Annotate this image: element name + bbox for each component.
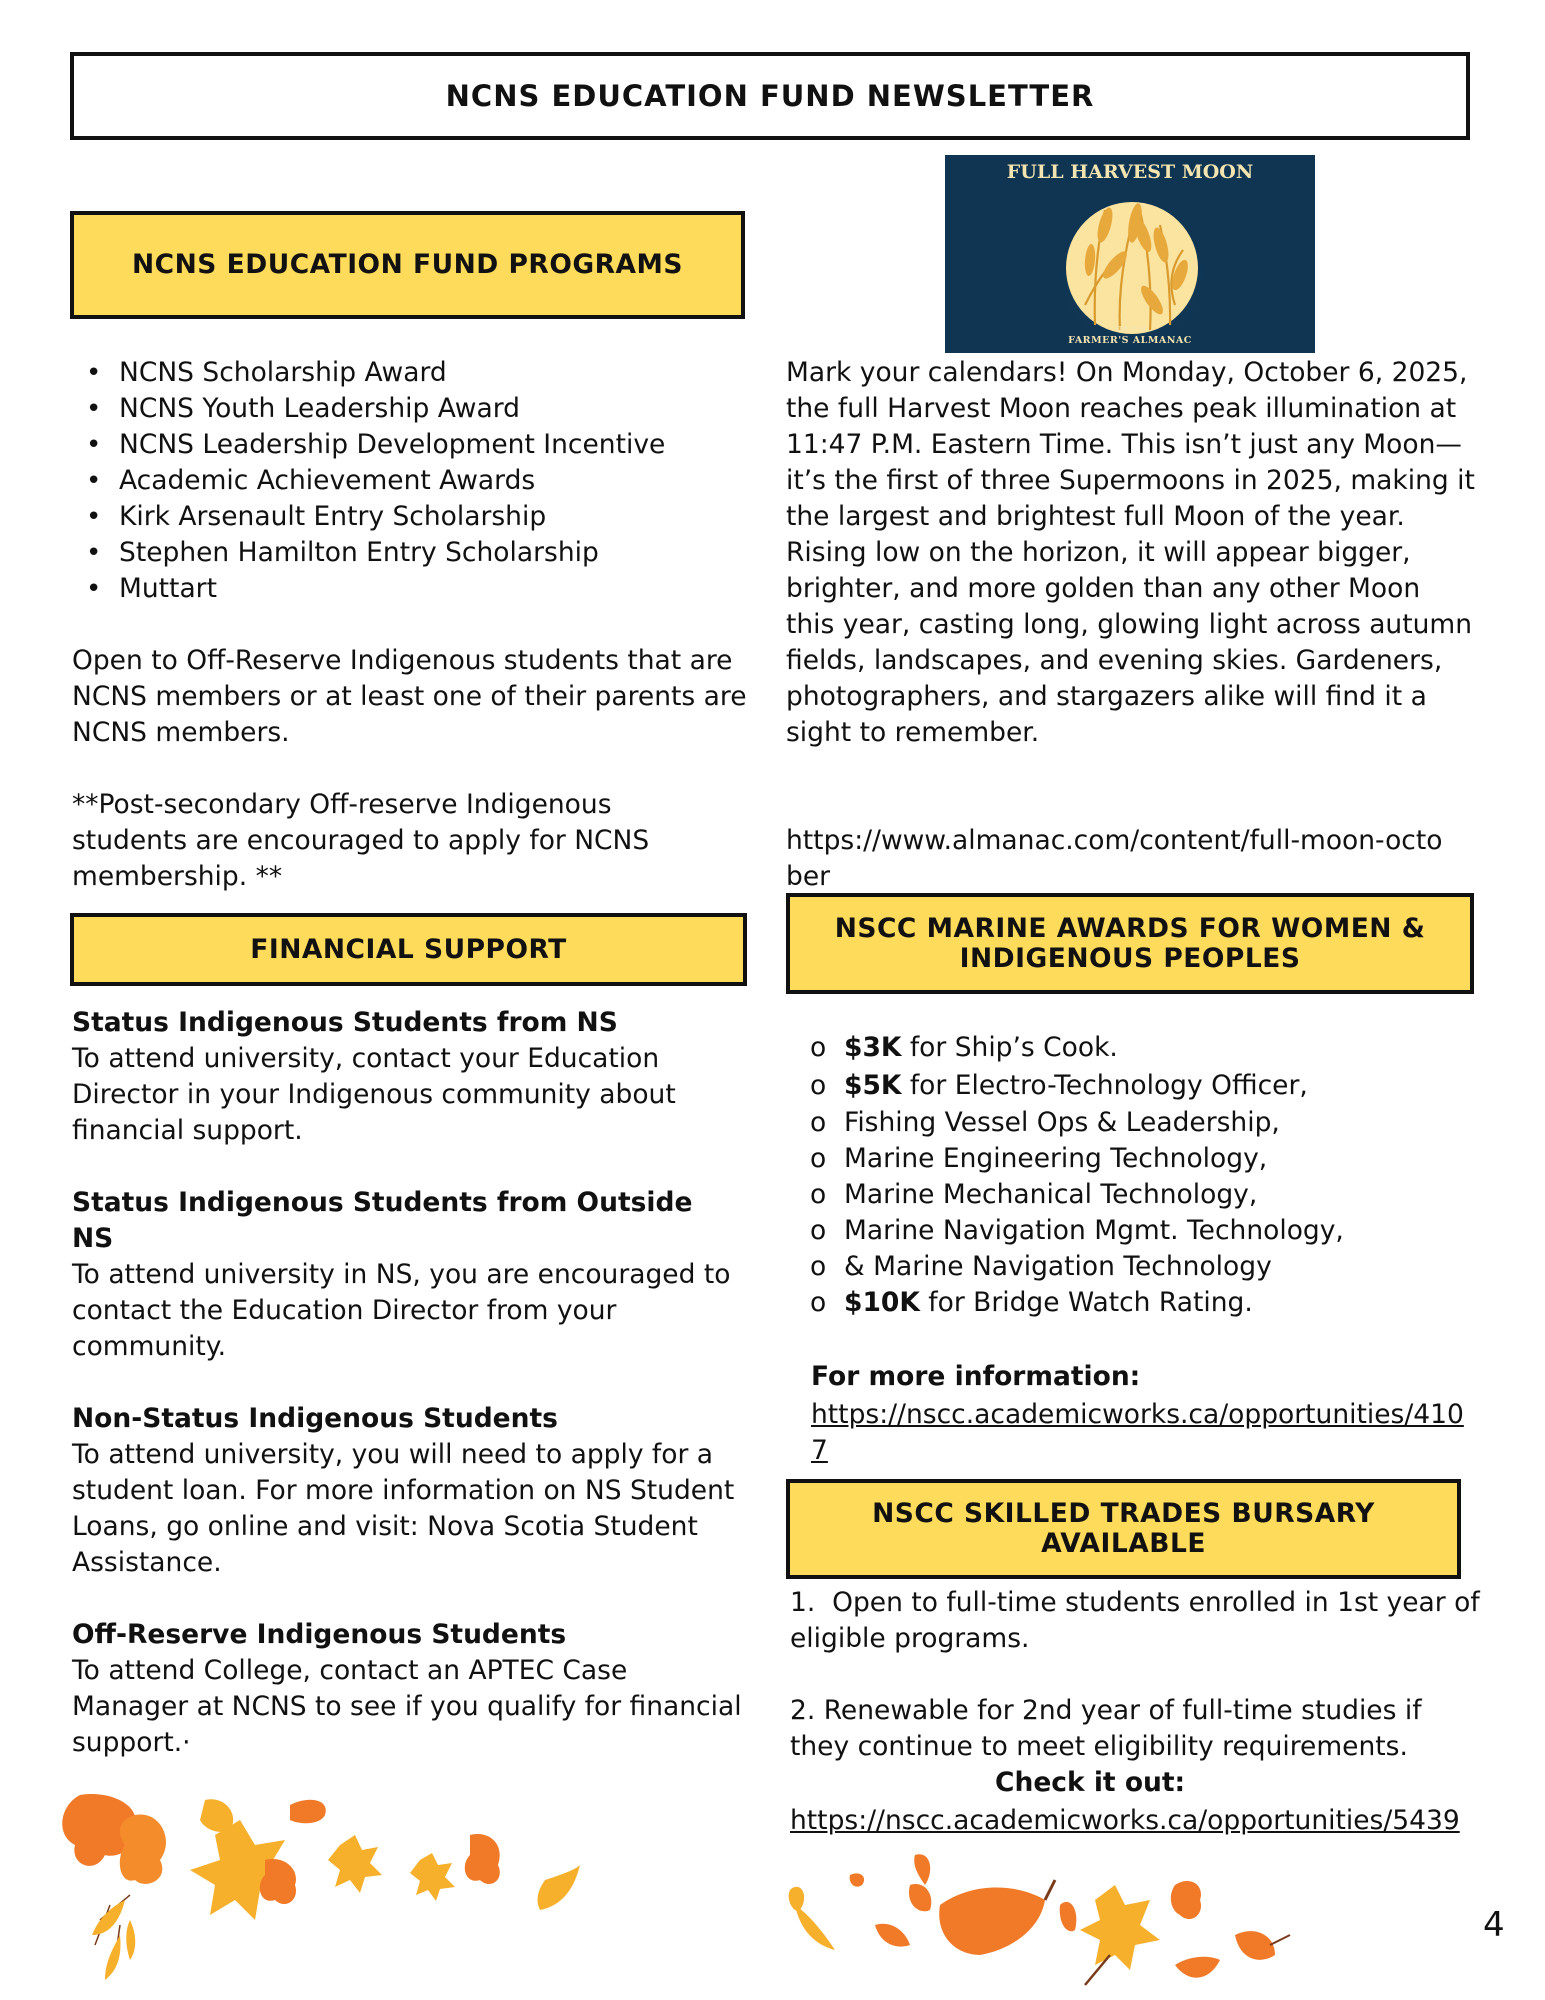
program-item: • Kirk Arsenault Entry Scholarship [72, 499, 752, 535]
award-item [810, 1105, 1470, 1141]
bullet-marker: o [810, 1215, 827, 1246]
support-section [72, 1005, 742, 1149]
financial-support-sections [72, 1005, 742, 1761]
moon-image-subtitle-small: THE OLD [1114, 326, 1146, 333]
award-text: Marine Engineering Technology, [844, 1143, 1268, 1174]
marine-awards-link[interactable]: https://nscc.academicworks.ca/opportunities/4107 [811, 1399, 1464, 1466]
harvest-moon-illustration [945, 155, 1315, 353]
financial-support-heading: FINANCIAL SUPPORT [250, 933, 567, 965]
skilled-trades-link[interactable]: https://nscc.academicworks.ca/opportunities/5439 [790, 1805, 1460, 1836]
program-item: • Stephen Hamilton Entry Scholarship [72, 535, 752, 571]
moon-image-subtitle: FARMER'S ALMANAC [1068, 335, 1192, 346]
bullet-marker: o [810, 1251, 827, 1282]
award-text: for Electro-Technology Officer, [901, 1070, 1308, 1101]
bullet-marker: o [810, 1032, 827, 1063]
programs-heading: NCNS EDUCATION FUND PROGRAMS [131, 249, 683, 281]
moon-image-title: FULL HARVEST MOON [1006, 161, 1254, 183]
bullet-marker: o [810, 1179, 827, 1210]
program-item: • NCNS Youth Leadership Award [72, 391, 752, 427]
programs-heading-box [70, 211, 745, 319]
support-section-title: Status Indigenous Students from NS [72, 1007, 618, 1038]
programs-membership-note: **Post-secondary Off-reserve Indigenous students are encouraged to apply for NCNS membership. ** [72, 789, 650, 892]
leaf-icon [789, 1854, 1290, 1985]
award-amount: $5K [844, 1070, 902, 1101]
support-section-body: To attend College, contact an APTEC Case Manager at NCNS to see if you qualify for financial support.· [72, 1655, 742, 1758]
harvest-moon-image [945, 155, 1315, 353]
award-item [810, 1249, 1470, 1285]
program-item: • NCNS Scholarship Award [72, 355, 752, 391]
award-item [810, 1285, 1470, 1321]
marine-awards-list [810, 1029, 1470, 1321]
award-amount: $3K [844, 1032, 902, 1063]
financial-support-heading-box [70, 913, 747, 986]
award-item [810, 1067, 1470, 1105]
award-text: for Bridge Watch Rating. [919, 1287, 1253, 1318]
newsletter-title: NCNS EDUCATION FUND NEWSLETTER [445, 79, 1095, 113]
programs-list [72, 355, 752, 607]
support-section-title: Off-Reserve Indigenous Students [72, 1619, 567, 1650]
bullet-marker: o [810, 1070, 827, 1101]
check-it-out-label: Check it out: [995, 1767, 1186, 1798]
almanac-link[interactable]: https://www.almanac.com/content/full-moon-october [786, 825, 1443, 892]
award-text: for Ship’s Cook. [901, 1032, 1118, 1063]
support-section [72, 1185, 742, 1365]
award-item [810, 1141, 1470, 1177]
award-item [810, 1177, 1470, 1213]
award-text: Marine Mechanical Technology, [844, 1179, 1258, 1210]
support-section-body: To attend university, contact your Education Director in your Indigenous community about financial support. [72, 1043, 676, 1146]
program-item: • Academic Achievement Awards [72, 463, 752, 499]
programs-eligibility: Open to Off-Reserve Indigenous students that are NCNS members or at least one of their parents are NCNS members. [72, 645, 747, 748]
skilled-trades-point-2: 2. Renewable for 2nd year of full-time studies if they continue to meet eligibility requirements. [790, 1695, 1422, 1762]
support-section-body: To attend university in NS, you are encouraged to contact the Education Director from your community. [72, 1259, 731, 1362]
more-info-label: For more information: [811, 1361, 1141, 1392]
harvest-moon-body: Mark your calendars! On Monday, October 6, 2025, the full Harvest Moon reaches peak illumination at 11:47 P.M. Eastern Time. This isn’t just any Moon—it’s the first of three Supermoons in 2025, making it the largest and brightest full Moon of the year. Rising low on the horizon, it will appear bigger, brighter, and more golden than any other Moon this year, casting long, glowing light across autumn fields, landscapes, and evening skies. Gardeners, photographers, and stargazers alike will find it a sight to remember. [786, 357, 1475, 748]
award-text: Marine Navigation Mgmt. Technology, [844, 1215, 1344, 1246]
support-section [72, 1617, 742, 1761]
skilled-trades-point-1: 1. Open to full-time students enrolled in 1st year of eligible programs. [790, 1587, 1489, 1654]
bullet-marker: o [810, 1107, 827, 1138]
program-item: • NCNS Leadership Development Incentive [72, 427, 752, 463]
support-section [72, 1401, 742, 1581]
support-section-title: Status Indigenous Students from Outside NS [72, 1187, 693, 1254]
award-item [810, 1029, 1470, 1067]
award-amount: $10K [844, 1287, 920, 1318]
award-item [810, 1213, 1470, 1249]
skilled-trades-heading-box [786, 1479, 1461, 1579]
award-text: & Marine Navigation Technology [844, 1251, 1272, 1282]
marine-awards-heading: NSCC MARINE AWARDS FOR WOMEN & INDIGENOUS PEOPLES [834, 912, 1426, 974]
support-section-body: To attend university, you will need to apply for a student loan. For more information on NS Student Loans, go online and visit: Nova Scotia Student Assistance. [72, 1439, 735, 1578]
marine-awards-heading-box [786, 893, 1474, 994]
bullet-marker: o [810, 1287, 827, 1318]
newsletter-title-box [70, 52, 1470, 140]
bullet-marker: o [810, 1143, 827, 1174]
program-item: • Muttart [72, 571, 752, 607]
award-text: Fishing Vessel Ops & Leadership, [844, 1107, 1280, 1138]
skilled-trades-heading: NSCC SKILLED TRADES BURSARY AVAILABLE [872, 1498, 1375, 1559]
page-number: 4 [1483, 1905, 1505, 1945]
leaf-icon [62, 1794, 580, 1980]
support-section-title: Non-Status Indigenous Students [72, 1403, 558, 1434]
